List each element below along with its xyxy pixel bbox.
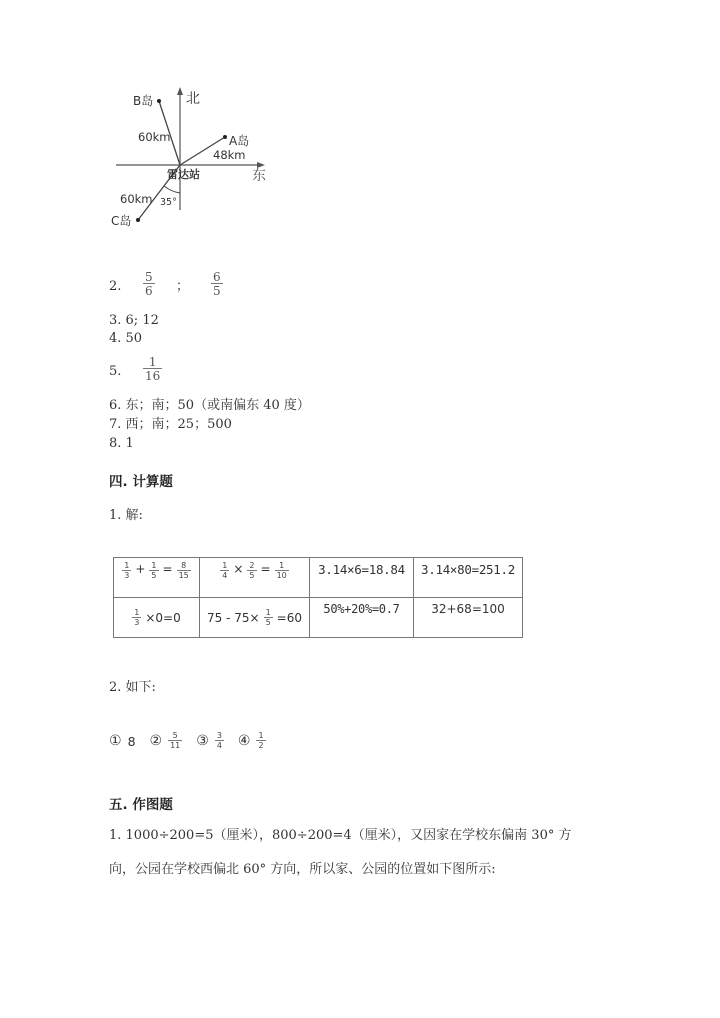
section-5-text-line-1: 1. 1000÷200=5（厘米），800÷200=4（厘米），又因家在学校东偏南 30° 方: [109, 828, 572, 843]
answer-2-fraction-1: $\frac{5}{6}$: [145, 270, 153, 298]
table-cell: $\frac{1}{3}$ + $\frac{1}{5}$ = $\frac{8}{15}$: [114, 558, 200, 598]
item-marker-2: ②: [149, 733, 163, 749]
table-cell: $\frac{1}{3}$ ×0=0: [114, 598, 200, 638]
section-4-title: 四. 计算题: [109, 474, 173, 490]
table-cell: 75 - 75× $\frac{1}{5}$ =60: [200, 598, 310, 638]
label-island-b: B岛: [133, 94, 154, 108]
item-marker-4: ④: [237, 733, 251, 749]
answer-6: 6. 东；南；50（或南偏东 40 度）: [109, 398, 310, 413]
table-cell: $\frac{1}{4}$ × $\frac{2}{5}$ = $\frac{1}{10}$: [200, 558, 310, 598]
label-angle-35: 35°: [160, 197, 177, 208]
answer-7: 7. 西；南；25；500: [109, 417, 232, 432]
item-marker-1: ①: [109, 733, 122, 749]
calculation-table: [113, 557, 523, 638]
table-cell: 3.14×80=251.2: [414, 558, 523, 598]
answer-2-fraction-2: $\frac{6}{5}$: [213, 270, 221, 298]
label-dist-b: 60km: [138, 130, 171, 144]
label-east: 东: [252, 168, 266, 184]
label-island-a: A岛: [229, 134, 250, 148]
section-5-text-line-2: 向，公园在学校西偏北 60° 方向，所以家、公园的位置如下图所示:: [109, 862, 496, 877]
answer-5-fraction: $\frac{1}{16}$: [145, 355, 161, 383]
answer-5-number: 5.: [109, 364, 122, 379]
section-4-q1-label: 1. 解:: [109, 508, 143, 523]
label-north: 北: [186, 91, 200, 107]
label-island-c: C岛: [111, 214, 132, 228]
label-dist-a: 48km: [213, 148, 246, 162]
answer-3: 3. 6; 12: [109, 313, 159, 328]
section-4-q2-label: 2. 如下:: [109, 680, 156, 695]
section-4-q2-answers: ① 8 ② $\frac{5}{11}$ ③ $\frac{3}{4}$ ④ $\frac{1}{2}$: [109, 731, 264, 750]
table-cell: 50%+20%=0.7: [310, 598, 414, 638]
table-cell: 32+68=100: [414, 598, 523, 638]
answer-2-separator: ；: [176, 279, 190, 294]
label-dist-c: 60km: [120, 192, 153, 206]
table-cell: 3.14×6=18.84: [310, 558, 414, 598]
answer-4: 4. 50: [109, 331, 143, 346]
answer-2-number: 2.: [109, 279, 122, 294]
label-radar-station: 雷达站: [167, 168, 200, 181]
item-marker-3: ③: [196, 733, 209, 749]
section-5-title: 五. 作图题: [109, 797, 173, 813]
answer-8: 8. 1: [109, 436, 134, 451]
